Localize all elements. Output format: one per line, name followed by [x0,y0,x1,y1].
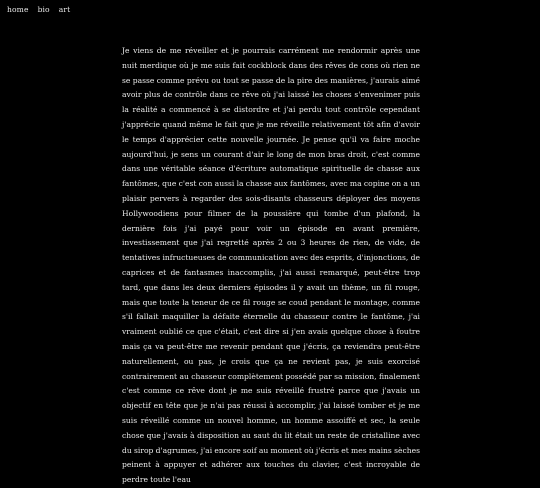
nav-link-home[interactable]: home [7,5,29,14]
nav-link-art[interactable]: art [58,5,71,14]
nav-link-bio[interactable]: bio [37,5,50,14]
top-nav [7,5,70,14]
article-paragraph: Je viens de me réveiller et je pourrais carrément me rendormir après une nuit merdique où je me suis fait cockblock dans des rêves de cons où rien ne se passe comme prévu ou tout se passe de la pire des manières, j'aurais aimé avoir plus de contrôle dans ce rêve où j'ai laissé les choses s'envenimer puis la réalité a commencé à se distordre et j'ai perdu tout contrôle cependant j'apprécie quand même le fait que je me réveille relativement tôt afin d'avoir le temps d'apprécier cette nouvelle journée. Je pense qu'il va faire moche aujourd'hui, je sens un courant d'air le long de mon bras droit, c'est comme dans une véritable séance d'écriture automatique spirituelle de chasse aux fantômes, que c'est con aussi la chasse aux fantômes, avec ma copine on a un plaisir pervers à regarder des sois-disants chasseurs déployer des moyens Hollywoodiens pour filmer de la poussière qui tombe d'un plafond, la dernière fois j'ai payé pour voir un épisode en avant première, investissement que j'ai regretté après 2 ou 3 heures de rien, de vide, de tentatives infructueuses de communication avec des esprits, d'injonctions, de caprices et de fantasmes inaccomplis, j'ai aussi remarqué, peut-être trop tard, que dans les deux derniers épisodes il y avait un thème, un fil rouge, mais que toute la teneur de ce fil rouge se coud pendant le montage, comme s'il fallait maquiller la défaite éternelle du chasseur contre le fantôme, j'ai vraiment oublié ce que c'était, c'est dire si j'en avais quelque chose à foutre mais ça va peut-être me revenir pendant que j'écris, ça reviendra peut-être naturellement, ou pas, je crois que ça ne revient pas, je suis exorcisé contrairement au chasseur complètement possédé par sa mission, finalement c'est comme ce rêve dont je me suis réveillé frustré parce que j'avais un objectif en tête que je n'ai pas réussi à accomplir, j'ai laissé tomber et je me suis réveillé comme un nouvel homme, un homme assoiffé et sec, la seule chose que j'avais à disposition au saut du lit était un reste de cristalline avec du sirop d'agrumes, j'ai encore soif au moment où j'écris et mes mains sèches peinent à appuyer et adhérer aux touches du clavier, c'est incroyable de perdre toute l'eau [122,46,420,485]
article-body [122,44,420,485]
